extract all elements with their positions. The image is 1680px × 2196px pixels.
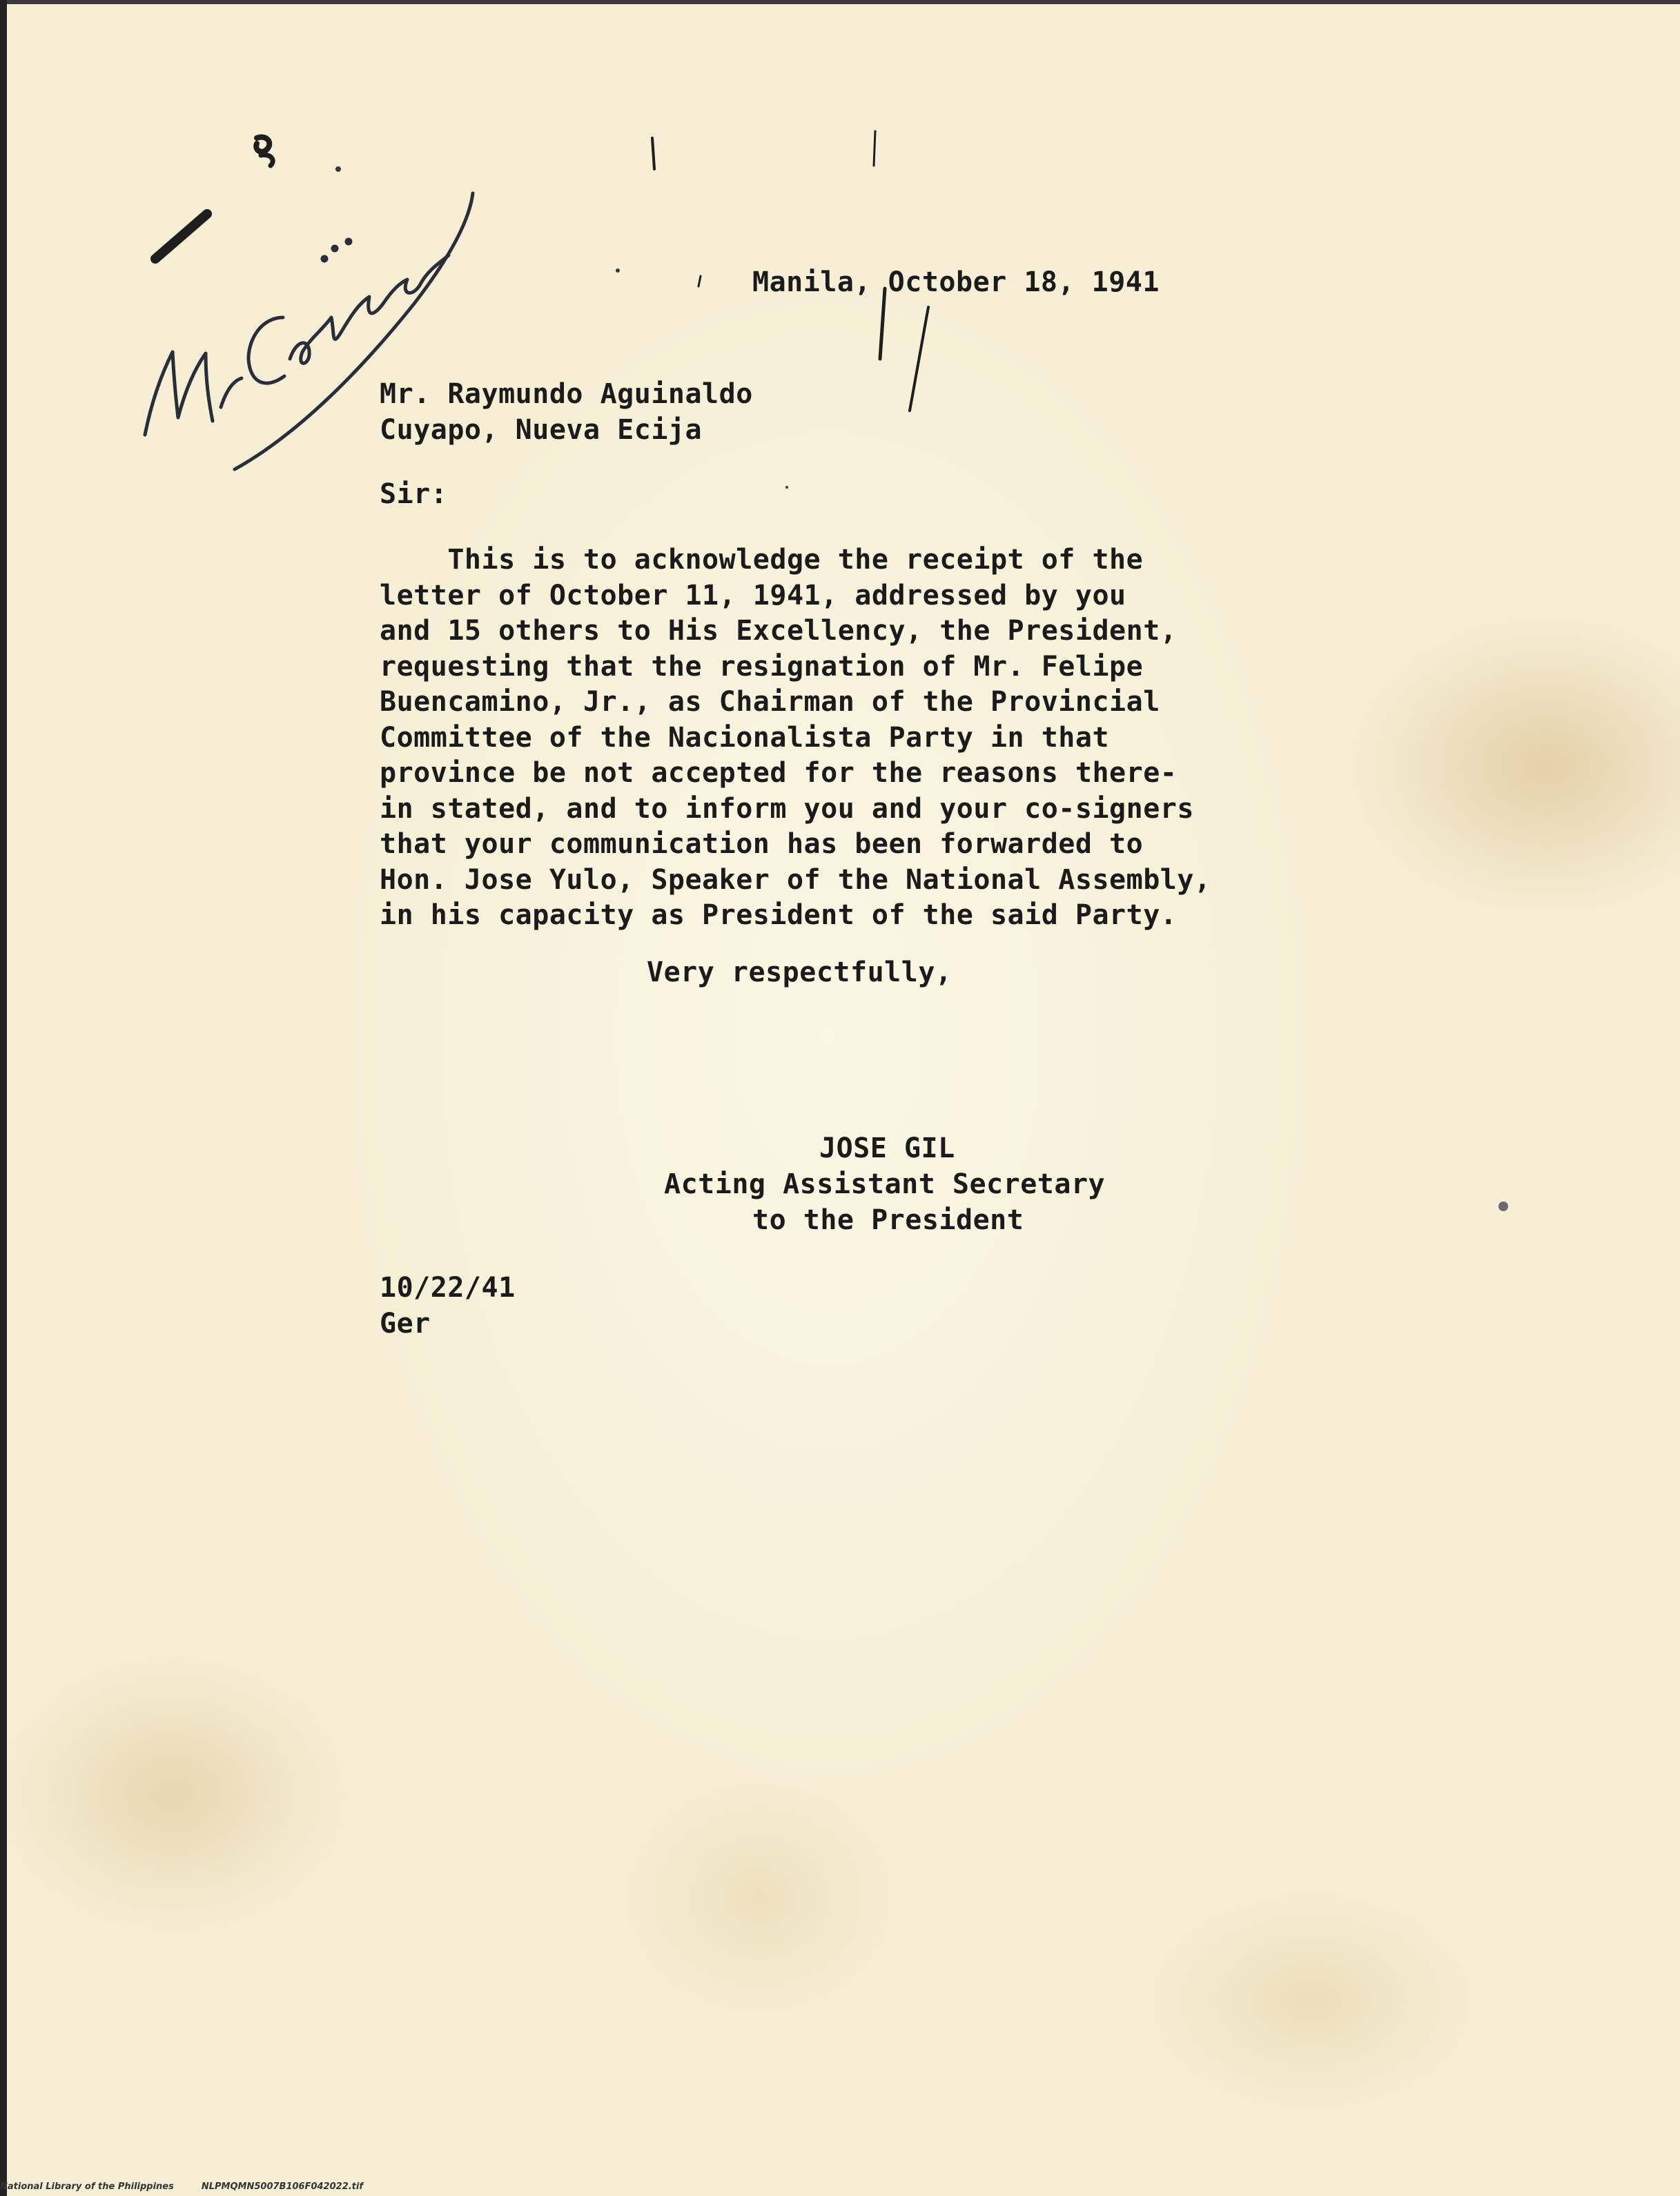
- footer-file-id: NLPMQMN5007B106F042022.tif: [201, 2182, 363, 2192]
- scan-footer: [0, 2182, 363, 2192]
- typist-initials: Ger: [380, 1308, 431, 1340]
- addressee-name: Mr. Raymundo Aguinaldo: [380, 378, 753, 410]
- body-line: Hon. Jose Yulo, Speaker of the National Assembly,: [380, 863, 1211, 896]
- reference-initials: [380, 1270, 516, 1342]
- body-line: This is to acknowledge the receipt of the: [380, 544, 1144, 576]
- reference-date: 10/22/41: [380, 1272, 516, 1304]
- body-line: in his capacity as President of the said Party.: [380, 899, 1178, 931]
- body-line: that your communication has been forwarded to: [380, 828, 1144, 860]
- body-line: requesting that the resignation of Mr. Felipe: [380, 650, 1144, 683]
- scan-top-edge: [0, 0, 1680, 4]
- body-line: and 15 others to His Excellency, the President,: [380, 615, 1178, 647]
- signatory-title: Acting Assistant Secretary: [664, 1168, 1106, 1200]
- addressee-block: [380, 376, 753, 448]
- body-line: in stated, and to inform you and your co-signers: [380, 792, 1194, 825]
- body-line: letter of October 11, 1941, addressed by you: [380, 579, 1126, 611]
- addressee-location: Cuyapo, Nueva Ecija: [380, 414, 703, 446]
- signatory-title-line2: to the President: [752, 1204, 1024, 1236]
- body-line: Committee of the Nacionalista Party in that: [380, 721, 1110, 754]
- closing: Very respectfully,: [647, 957, 953, 988]
- letter-body: [380, 542, 1211, 934]
- body-line: province be not accepted for the reasons there-: [380, 757, 1178, 789]
- letter-date: Manila, October 18, 1941: [752, 266, 1160, 298]
- footer-institution: National Library of the Philippines: [0, 2182, 174, 2192]
- salutation: Sir:: [380, 478, 448, 510]
- signatory-name: JOSE GIL: [819, 1133, 955, 1164]
- body-line: Buencamino, Jr., as Chairman of the Provincial: [380, 686, 1160, 718]
- scan-left-edge: [0, 0, 7, 2196]
